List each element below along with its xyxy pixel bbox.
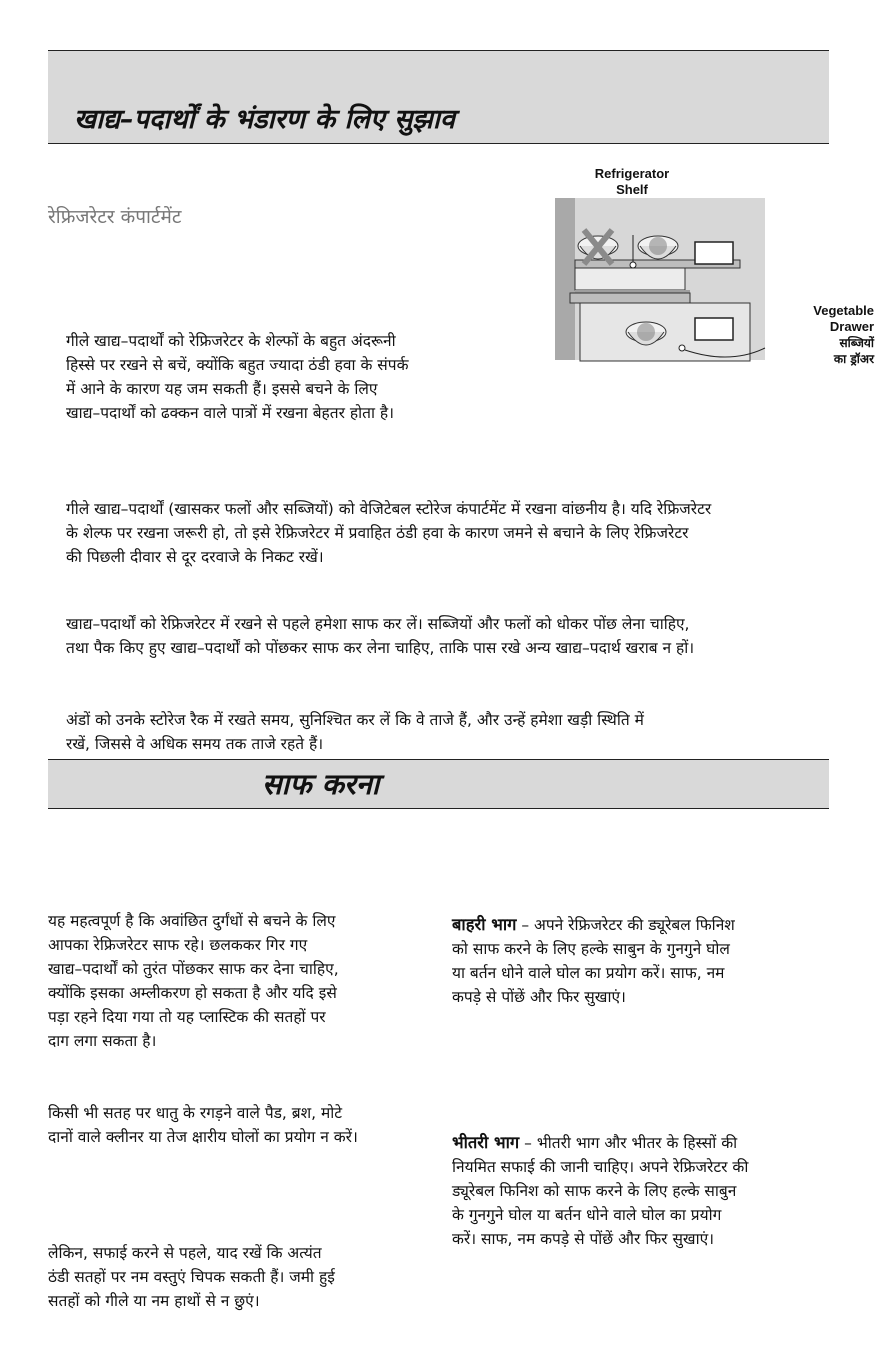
paragraph-vegetable-compartment: गीले खाद्य–पदार्थों (खासकर फलों और सब्जियों) को वेजिटेबल स्टोरेज कंपार्टमेंट में रखना वांछनीय है। यदि रेफ्रिजरेटर के शेल्फ पर रखना जरूरी हो, तो इसे रेफ्रिजरेटर में प्रवाहित ठंडी हवा के कारण जमने से बचाने के लिए रेफ्रिजरेटर की पिछली दीवार से दूर दरवाजे के निकट रखें। [66, 500, 712, 566]
exterior-heading: बाहरी भाग [452, 915, 517, 934]
paragraph-eggs: अंडों को उनके स्टोरेज रैक में रखते समय, सुनिश्चित कर लें कि वे ताजे हैं, और उन्हें हमेशा खड़ी स्थिति में रखें, जिससे वे अधिक समय तक ताजे रहते हैं। [66, 711, 644, 753]
paragraph-cold-surfaces: लेकिन, सफाई करने से पहले, याद रखें कि अत्यंत ठंडी सतहों पर नम वस्तुएं चिपक सकती हैं। जमी हुई सतहों को गीले या नम हाथों से न छुएं। [48, 1244, 335, 1310]
paragraph-wet-food-shelf: गीले खाद्य–पदार्थों को रेफ्रिजरेटर के शेल्फों के बहुत अंदरूनी हिस्से पर रखने से बचें, क्योंकि बहुत ज्यादा ठंडी हवा के संपर्क में आने के कारण यह जम सकती हैं। इससे बचने के लिए खाद्य–पदार्थों को ढक्कन वाले पात्रों में रखना बेहतर होता है। [66, 332, 409, 422]
paragraph-clean-before-storing: खाद्य–पदार्थों को रेफ्रिजरेटर में रखने से पहले हमेशा साफ कर लें। सब्जियों और फलों को धोकर पोंछ लेना चाहिए, तथा पैक किए हुए खाद्य–पदार्थों को पोंछकर साफ कर लेना चाहिए, ताकि पास रखे अन्य खाद्य–पदार्थ खराब न हों। [66, 615, 695, 657]
drawer-label: Vegetable Drawer सब्जियों का ड्रॉअर [813, 303, 874, 366]
fridge-diagram [550, 160, 881, 380]
section-header-cleaning [48, 759, 829, 809]
compartment-subtitle: रेफ्रिजरेटर कंपार्टमेंट [48, 206, 182, 228]
paragraph-interior: भीतरी भाग – भीतरी भाग और भीतर के हिस्सों की नियमित सफाई की जानी चाहिए। अपने रेफ्रिजरेटर की ड्यूरेबल फिनिश को साफ करने के लिए हल्के साबुन के गुनगुने घोल या बर्तन धोने वाले घोल का प्रयोग करें। साफ, नम कपड़े से पोंछें और फिर सुखाएं। [452, 1133, 749, 1248]
cleaning-title: साफ करना [262, 767, 380, 801]
shelf-label: Refrigerator Shelf [594, 166, 670, 197]
interior-heading: भीतरी भाग [452, 1133, 520, 1152]
paragraph-no-abrasives: किसी भी सतह पर धातु के रगड़ने वाले पैड, ब्रश, मोटे दानों वाले क्लीनर या तेज क्षारीय घोलों का प्रयोग न करें। [48, 1104, 358, 1146]
paragraph-exterior: बाहरी भाग – अपने रेफ्रिजरेटर की ड्यूरेबल फिनिश को साफ करने के लिए हल्के साबुन के गुनगुने घोल या बर्तन धोने वाले घोल का प्रयोग करें। साफ, नम कपड़े से पोंछें और फिर सुखाएं। [452, 915, 735, 1006]
section-header-storage [48, 50, 829, 144]
paragraph-keep-clean: यह महत्वपूर्ण है कि अवांछित दुर्गंधों से बचने के लिए आपका रेफ्रिजरेटर साफ रहे। छलककर गिर गए खाद्य–पदार्थों को तुरंत पोंछकर साफ कर देना चाहिए, क्योंकि इसका अम्लीकरण हो सकता है और यदि इसे पड़ा रहने दिया गया तो यह प्लास्टिक की सतहों पर दाग लगा सकता है। [48, 912, 339, 1050]
page-title: खाद्य–पदार्थों के भंडारण के लिए सुझाव [74, 104, 455, 135]
